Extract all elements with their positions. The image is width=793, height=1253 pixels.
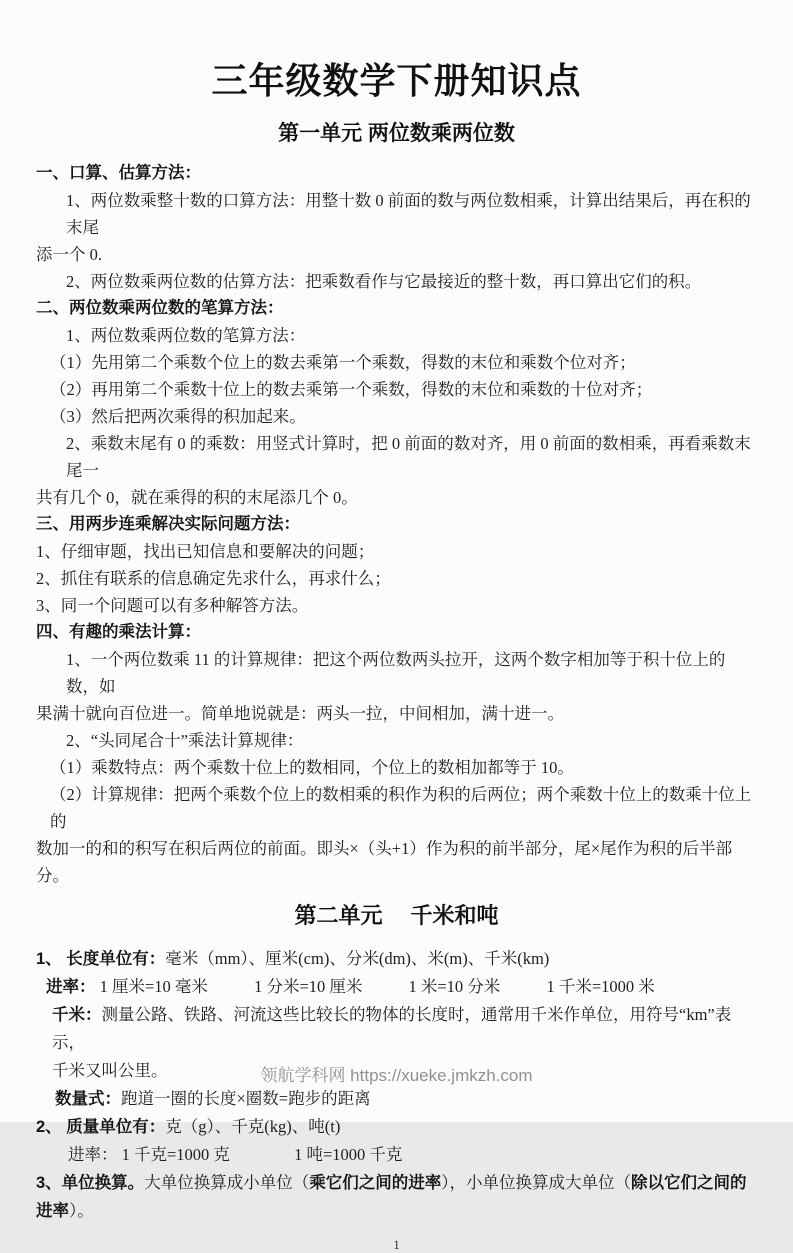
conversion-bold-divide: 除以它们之间的进率 [36, 1174, 747, 1220]
rate-item: 1 吨=1000 千克 [294, 1145, 403, 1164]
km-text-cont: 千米又叫公里。 [52, 1061, 168, 1080]
body-line: （1）先用第二个乘数个位上的数去乘第一个乘数，得数的末位和乘数个位对齐； [50, 353, 636, 372]
section2-heading: 二、两位数乘两位数的笔算方法： [36, 299, 284, 317]
page-number: 1 [393, 1237, 400, 1252]
body-line: 数加一的和的积写在积后两位的前面。即头×（头+1）作为积的前半部分，尾×尾作为积的后半部分。 [36, 839, 733, 885]
conversion-bold-multiply: 乘它们之间的进率 [309, 1174, 442, 1192]
section3-heading: 三、用两步连乘解决实际问题方法： [36, 515, 300, 533]
conversion-text2: ），小单位换算成大单位（ [441, 1173, 631, 1192]
body-line: 2、“头同尾合十”乘法计算规律： [66, 731, 304, 750]
body-line: 共有几个 0，就在乘得的积的末尾添几个 0。 [36, 488, 358, 507]
length-units-line [36, 945, 757, 973]
unit1-heading: 第一单元 两位数乘两位数 [278, 122, 515, 145]
conversion-text3: ）。 [69, 1201, 94, 1220]
rate-item: 1 米=10 分米 [408, 977, 501, 996]
body-line: 1、仔细审题，找出已知信息和要解决的问题； [36, 542, 375, 561]
footer-watermark: 领航学科网 https://xueke.jmkzh.com [260, 1066, 533, 1085]
body-line: 1、两位数乘两位数的笔算方法： [66, 326, 306, 345]
length-units-text: 毫米（mm）、厘米(cm)、分米(dm)、米(m)、千米(km) [165, 949, 550, 968]
body-line: 添一个 0. [36, 245, 102, 264]
body-line: 1、一个两位数乘 11 的计算规律：把这个两位数两头拉开，这两个数字相加等于积十位上的数，如 [66, 650, 726, 696]
formula-label: 数量式： [55, 1090, 121, 1108]
rate-label2: 进率： [68, 1145, 118, 1164]
body-line: （2）再用第二个乘数十位上的数去乘第一个乘数，得数的末位和乘数的十位对齐； [50, 380, 653, 399]
body-line: （2）计算规律：把两个乘数个位上的数相乘的积作为积的后两位；两个乘数十位上的数乘十位上的 [50, 785, 752, 831]
length-units-label: 1、 长度单位有： [36, 950, 166, 968]
km-definition-line [36, 1001, 757, 1057]
rate-item: 1 千米=1000 米 [546, 977, 655, 996]
km-text: 测量公路、铁路、河流这些比较长的物体的长度时，通常用千米作单位，用符号“km”表示， [52, 1005, 732, 1052]
mass-units-label: 2、 质量单位有： [36, 1118, 166, 1136]
section4-heading: 四、有趣的乘法计算： [36, 623, 201, 641]
body-line: 3、同一个问题可以有多种解答方法。 [36, 596, 309, 615]
section1-heading: 一、口算、估算方法： [36, 164, 201, 182]
body-line: 果满十就向百位进一。简单地说就是：两头一拉，中间相加，满十进一。 [36, 704, 564, 723]
conversion-label: 3、单位换算。 [36, 1174, 145, 1192]
mass-rates-line [36, 1141, 757, 1169]
body-line: （1）乘数特点：两个乘数十位上的数相同，个位上的数相加都等于 10。 [50, 758, 574, 777]
doc-title: 三年级数学下册知识点 [211, 61, 582, 101]
body-line: （3）然后把两次乘得的积加起来。 [50, 407, 306, 426]
km-label: 千米： [52, 1006, 102, 1024]
conversion-text: 大单位换算成小单位（ [144, 1173, 310, 1192]
rate-item: 1 分米=10 厘米 [254, 977, 363, 996]
formula-line [36, 1085, 757, 1113]
unit2-heading: 第二单元 千米和吨 [294, 903, 499, 928]
mass-units-text: 克（g）、千克(kg)、吨(t) [165, 1117, 341, 1136]
body-line: 2、抓住有联系的信息确定先求什么，再求什么； [36, 569, 391, 588]
formula-text: 跑道一圈的长度×圈数=跑步的距离 [121, 1089, 371, 1108]
body-line: 1、两位数乘整十数的口算方法：用整十数 0 前面的数与两位数相乘，计算出结果后，再在积的末尾 [66, 191, 751, 237]
body-line: 2、乘数末尾有 0 的乘数：用竖式计算时，把 0 前面的数对齐，用 0 前面的数相乘，再看乘数末尾一 [66, 434, 751, 480]
unit-conversion-line [36, 1169, 757, 1225]
rate-label: 进率： [46, 978, 96, 996]
length-rates-line [36, 973, 757, 1001]
body-line: 2、两位数乘两位数的估算方法：把乘数看作与它最接近的整十数，再口算出它们的积。 [66, 272, 702, 291]
rate-item: 1 厘米=10 毫米 [99, 977, 208, 996]
mass-units-line [36, 1113, 757, 1141]
rate-item: 1 千克=1000 克 [121, 1145, 230, 1164]
